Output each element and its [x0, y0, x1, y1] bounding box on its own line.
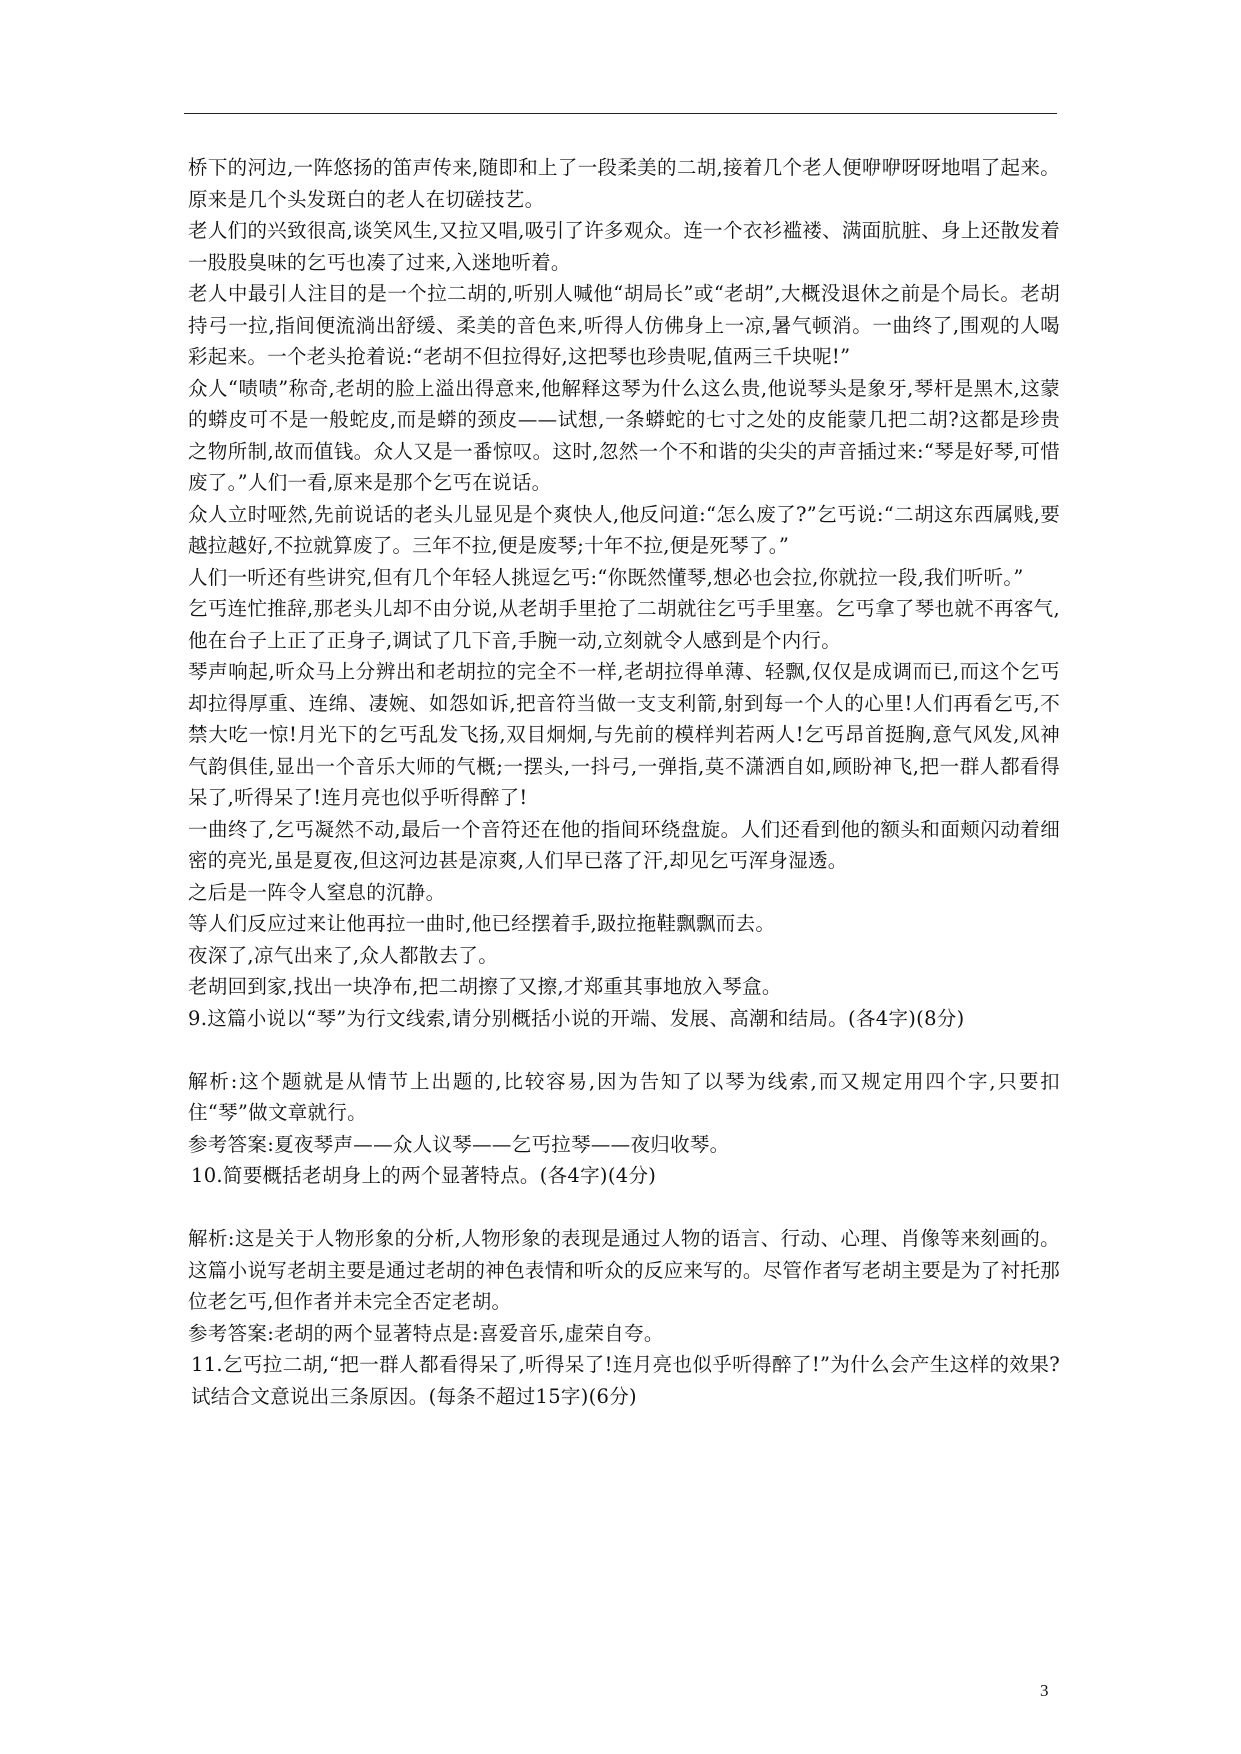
page-number: 3: [1040, 1681, 1049, 1700]
story-paragraph-3: 老人中最引人注目的是一个拉二胡的,听别人喊他“胡局长”或“老胡”,大概没退休之前是个局长。老胡持弓一拉,指间便流淌出舒缓、柔美的音色来,听得人仿佛身上一凉,暑气顿消。一曲终了,围观的人喝彩起来。一个老头抢着说:“老胡不但拉得好,这把琴也珍贵呢,值两三千块呢!”: [188, 282, 1060, 368]
story-paragraph-9: 一曲终了,乞丐凝然不动,最后一个音符还在他的指间环绕盘旋。人们还看到他的额头和面颊闪动着细密的亮光,虽是夏夜,但这河边甚是凉爽,人们早已落了汗,却见乞丐浑身湿透。: [188, 817, 1060, 872]
story-paragraph-11: 等人们反应过来让他再拉一曲时,他已经摆着手,趿拉拖鞋飘飘而去。: [188, 912, 776, 935]
answer-gap: [188, 1034, 1060, 1066]
question-10-prompt: 10.简要概括老胡身上的两个显著特点。(各4字)(4分): [191, 1164, 657, 1187]
story-paragraph-8: 琴声响起,听众马上分辨出和老胡拉的完全不一样,老胡拉得单薄、轻飘,仅仅是成调而已,而这个乞丐却拉得厚重、连绵、凄婉、如怨如诉,把音符当做一支支利箭,射到每一个人的心里!人们再看乞丐,不禁大吃一惊!月光下的乞丐乱发飞扬,双目炯炯,与先前的模样判若两人!乞丐昂首挺胸,意气风发,风神气韵俱佳,显出一个音乐大师的气概;一摆头,一抖弓,一弹指,莫不潇洒自如,顾盼神飞,把一群人都看得呆了,听得呆了!连月亮也似乎听得醉了!: [188, 660, 1060, 809]
story-paragraph-6: 人们一听还有些讲究,但有几个年轻人挑逗乞丐:“你既然懂琴,想必也会拉,你就拉一段,我们听听。”: [188, 565, 1024, 589]
story-paragraph-12: 夜深了,凉气出来了,众人都散去了。: [188, 943, 498, 967]
question-10-analysis: 解析:这是关于人物形象的分析,人物形象的表现是通过人物的语言、行动、心理、肖像等来刻画的。这篇小说写老胡主要是通过老胡的神色表情和听众的反应来写的。尽管作者写老胡主要是为了衬托那位老乞丐,但作者并未完全否定老胡。: [188, 1227, 1060, 1313]
question-11-prompt: 11.乞丐拉二胡,“把一群人都看得呆了,听得呆了!连月亮也似乎听得醉了!”为什么会产生这样的效果?试结合文意说出三条原因。(每条不超过15字)(6分): [191, 1353, 1060, 1408]
story-paragraph-10: 之后是一阵令人窒息的沉静。: [188, 880, 446, 904]
question-9-prompt: 9.这篇小说以“琴”为行文线索,请分别概括小说的开端、发展、高潮和结局。(各4字)(8分): [188, 1006, 965, 1030]
story-paragraph-4: 众人“啧啧”称奇,老胡的脸上溢出得意来,他解释这琴为什么这么贵,他说琴头是象牙,琴杆是黑木,这蒙的蟒皮可不是一般蛇皮,而是蟒的颈皮——试想,一条蟒蛇的七寸之处的皮能蒙几把二胡?这都是珍贵之物所制,故而值钱。众人又是一番惊叹。这时,忽然一个不和谐的尖尖的声音插过来:“琴是好琴,可惜废了。”人们一看,原来是那个乞丐在说话。: [188, 376, 1060, 494]
answer-gap: [188, 1192, 1060, 1224]
document-body: [188, 152, 1060, 1412]
question-9-answer: 参考答案:夏夜琴声——众人议琴——乞丐拉琴——夜归收琴。: [188, 1132, 730, 1156]
question-10-answer: 参考答案:老胡的两个显著特点是:喜爱音乐,虚荣自夸。: [188, 1321, 664, 1345]
story-paragraph-7: 乞丐连忙推辞,那老头儿却不由分说,从老胡手里抢了二胡就往乞丐手里塞。乞丐拿了琴也就不再客气,他在台子上正了正身子,调试了几下音,手腕一动,立刻就令人感到是个内行。: [188, 597, 1060, 652]
story-paragraph-2: 老人们的兴致很高,谈笑风生,又拉又唱,吸引了许多观众。连一个衣衫褴褛、满面肮脏、身上还散发着一股股臭味的乞丐也凑了过来,入迷地听着。: [188, 219, 1060, 274]
question-9-analysis: 解析:这个题就是从情节上出题的,比较容易,因为告知了以琴为线索,而又规定用四个字,只要扣住“琴”做文章就行。: [188, 1069, 1060, 1124]
story-paragraph-5: 众人立时哑然,先前说话的老头儿显见是个爽快人,他反问道:“怎么废了?”乞丐说:“二胡这东西属贱,要越拉越好,不拉就算废了。三年不拉,便是废琴;十年不拉,便是死琴了。”: [188, 502, 1060, 557]
header-rule: [184, 113, 1057, 114]
story-paragraph-1: 桥下的河边,一阵悠扬的笛声传来,随即和上了一段柔美的二胡,接着几个老人便咿咿呀呀地唱了起来。原来是几个头发斑白的老人在切磋技艺。: [188, 156, 1060, 211]
story-paragraph-13: 老胡回到家,找出一块净布,把二胡擦了又擦,才郑重其事地放入琴盒。: [188, 975, 782, 998]
